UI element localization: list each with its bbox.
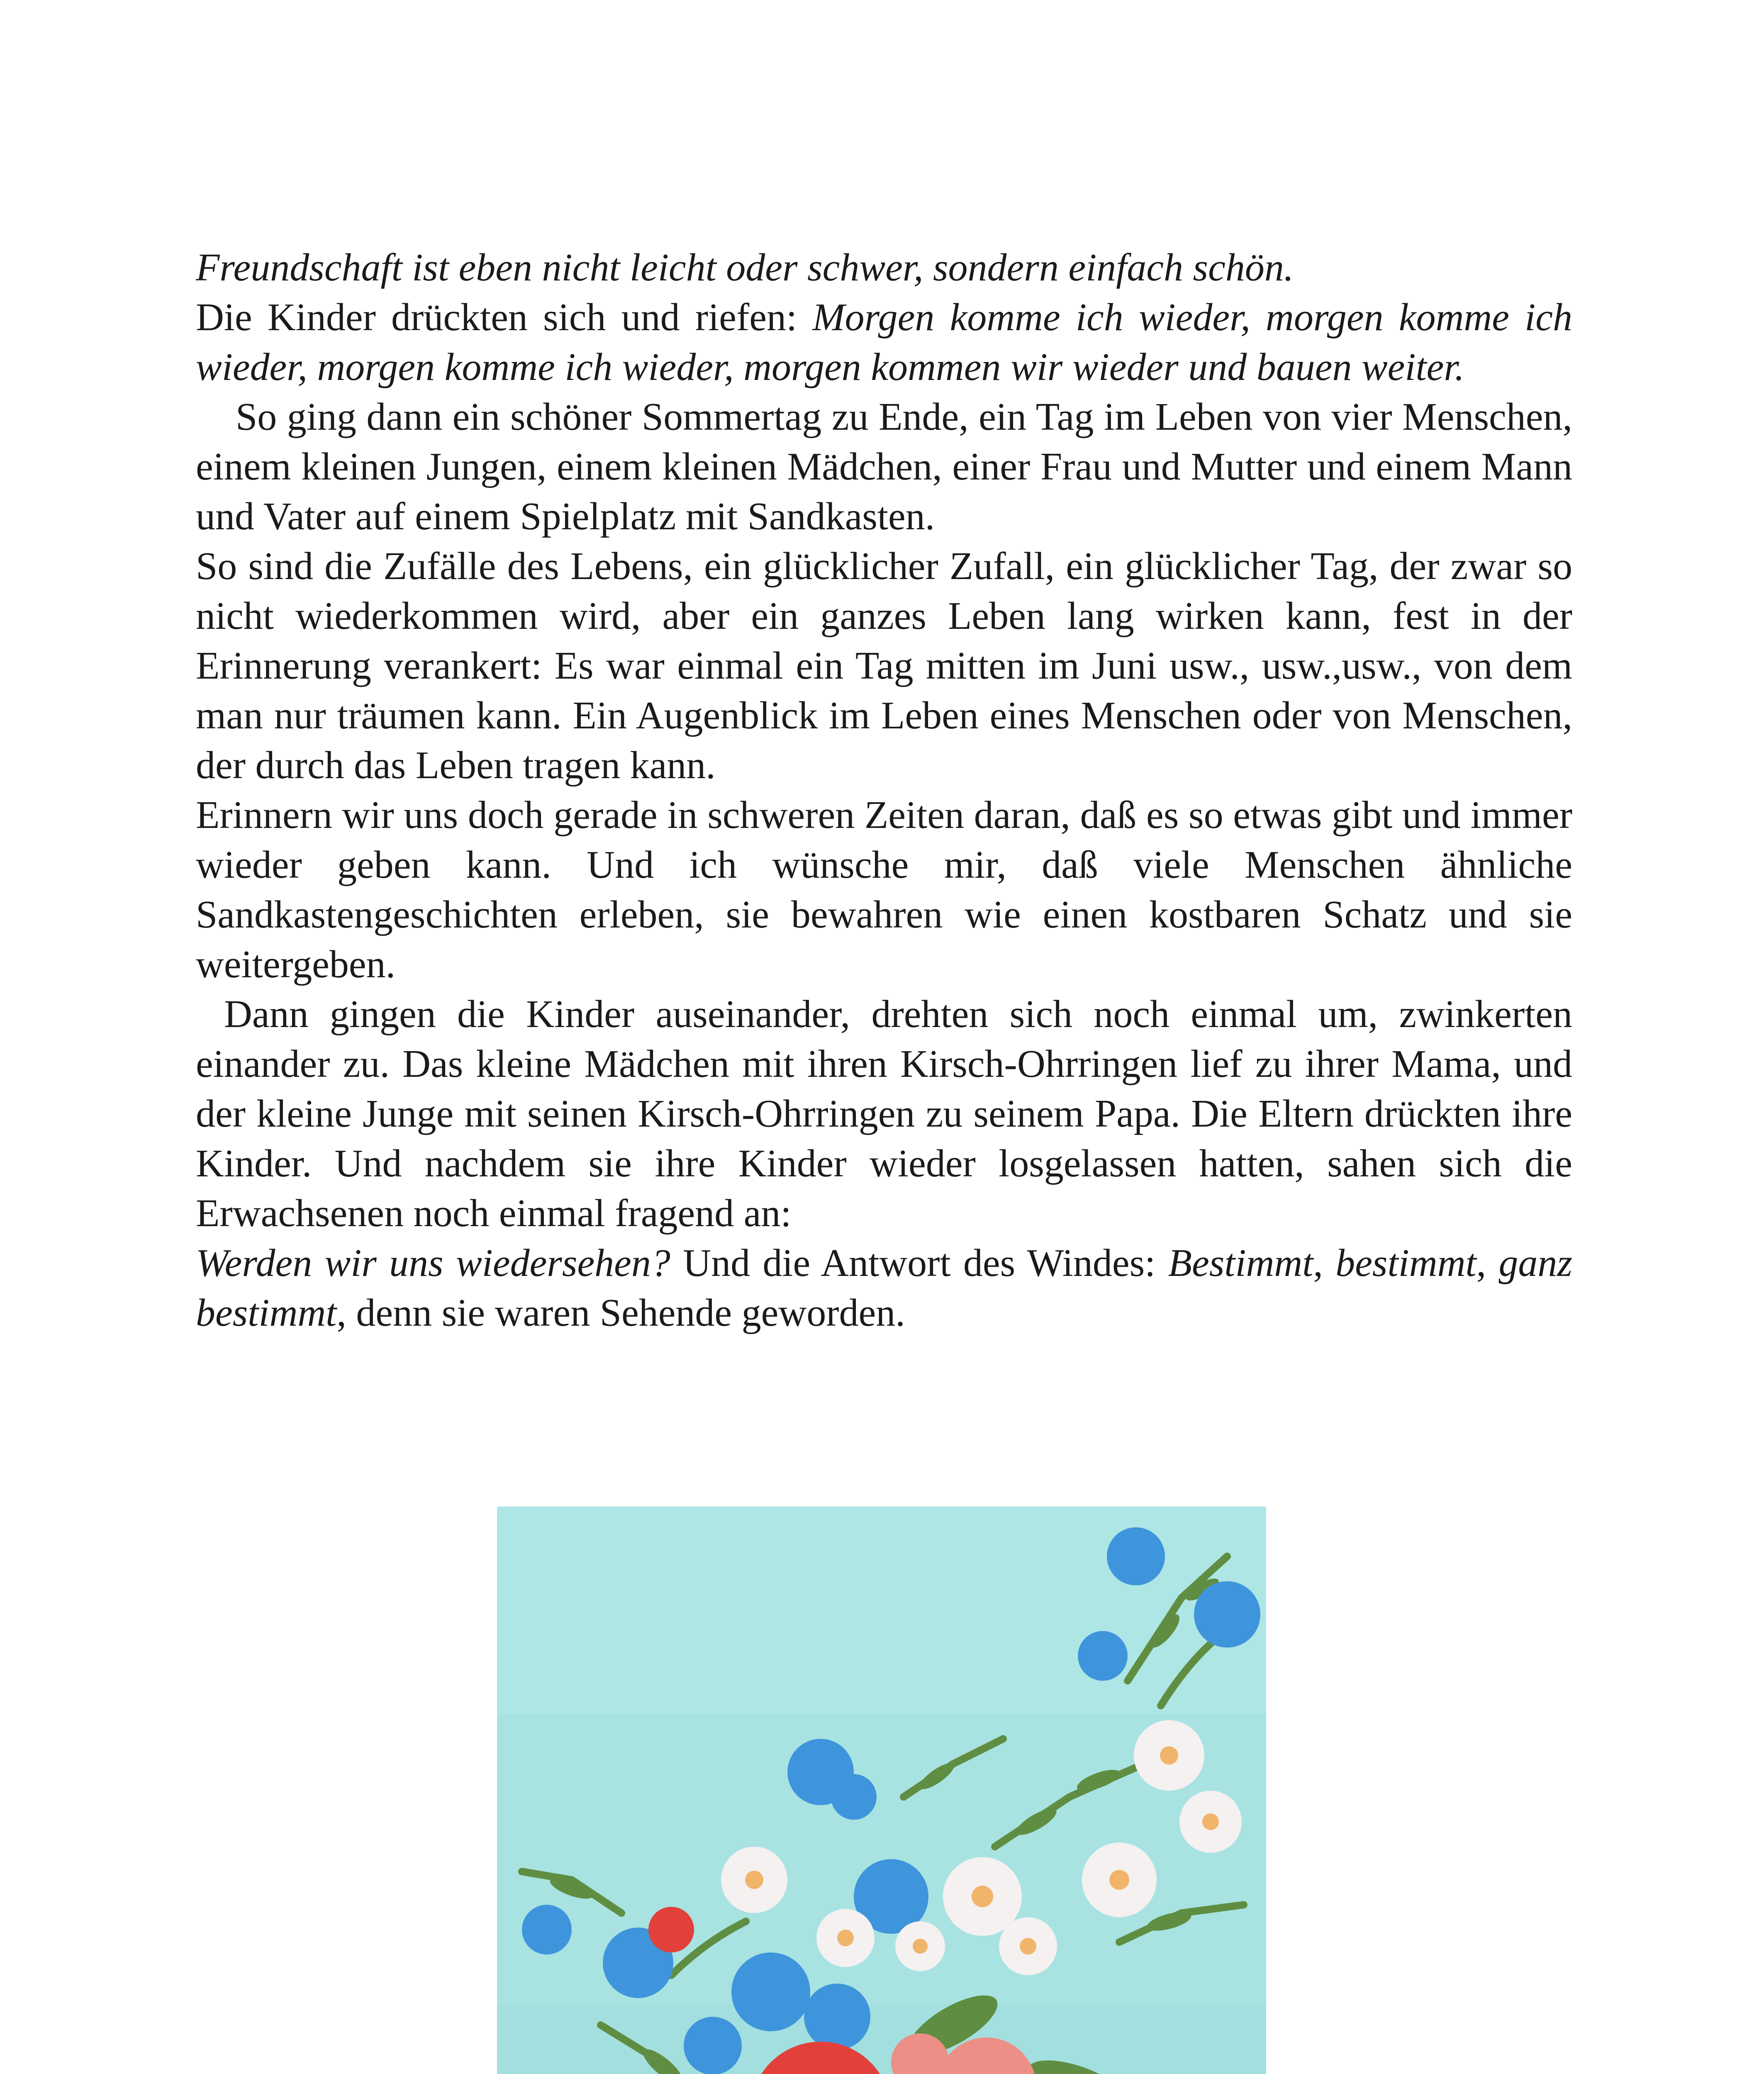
flower-bouquet-illustration bbox=[497, 1507, 1266, 2074]
paragraph-farewell: Dann gingen die Kinder auseinander, drehten sich noch einmal um, zwinkerten einander zu. Das kleine Mädchen mit ihren Kirsch-Ohrringen lief zu ihrer Mama, und der kleine Junge mit seinen Kirsch-Ohrringen zu seinem Papa. Die Eltern drückten ihre Kinder. Und nachdem sie ihre Kinder wieder losgelassen hatten, sahen sich die Erwachsenen noch einmal fragend an: bbox=[196, 993, 1572, 1235]
paragraph-summer-day: So ging dann ein schöner Sommertag zu Ende, ein Tag im Leben von vier Menschen, einem kleinen Jungen, einem kleinen Mädchen, einer Frau und Mutter und einem Mann und Vater auf einem Spielplatz mit Sandkasten. bbox=[196, 395, 1572, 538]
plain-text: Die Kinder drückten sich und riefen: bbox=[196, 296, 813, 339]
italic-text: ganz bestimmt bbox=[196, 1241, 1573, 1334]
italic-text: bestimmt bbox=[1335, 1241, 1476, 1285]
plain-text: , bbox=[1313, 1241, 1336, 1285]
paragraph-friendship bbox=[196, 243, 1572, 292]
plain-text: Und die Antwort des Windes: bbox=[670, 1241, 1168, 1285]
plain-text: , denn sie waren Sehende geworden. bbox=[336, 1291, 905, 1334]
italic-text: Morgen komme ich wieder, morgen komme ich wieder, morgen komme ich wieder, morgen kommen wir wieder und bauen weiter. bbox=[196, 296, 1572, 389]
page-body-text bbox=[196, 243, 1572, 1338]
plain-text: , bbox=[1476, 1241, 1499, 1285]
italic-text: Werden wir uns wiedersehen? bbox=[196, 1241, 670, 1285]
italic-text: Freundschaft ist eben nicht leicht oder schwer, sondern einfach schön. bbox=[196, 246, 1294, 289]
paragraph-remember: Erinnern wir uns doch gerade in schweren Zeiten daran, daß es so etwas gibt und immer wieder geben kann. Und ich wünsche mir, daß viele Menschen ähnliche Sandkastengeschichten erleben, sie bewahren wie einen kostbaren Schatz und sie weitergeben. bbox=[196, 794, 1572, 986]
italic-text: Bestimmt bbox=[1168, 1241, 1313, 1285]
paragraph-wind-answer bbox=[196, 1238, 1572, 1338]
paragraph-children-calling bbox=[196, 292, 1572, 392]
paragraph-coincidences: So sind die Zufälle des Lebens, ein glücklicher Zufall, ein glücklicher Tag, der zwar so nicht wiederkommen wird, aber ein ganzes Leben lang wirken kann, fest in der Erinnerung verankert: Es war einmal ein Tag mitten im Juni usw., usw.,usw., von dem man nur träumen kann. Ein Augenblick im Leben eines Menschen oder von Menschen, der durch das Leben tragen kann. bbox=[196, 545, 1572, 787]
